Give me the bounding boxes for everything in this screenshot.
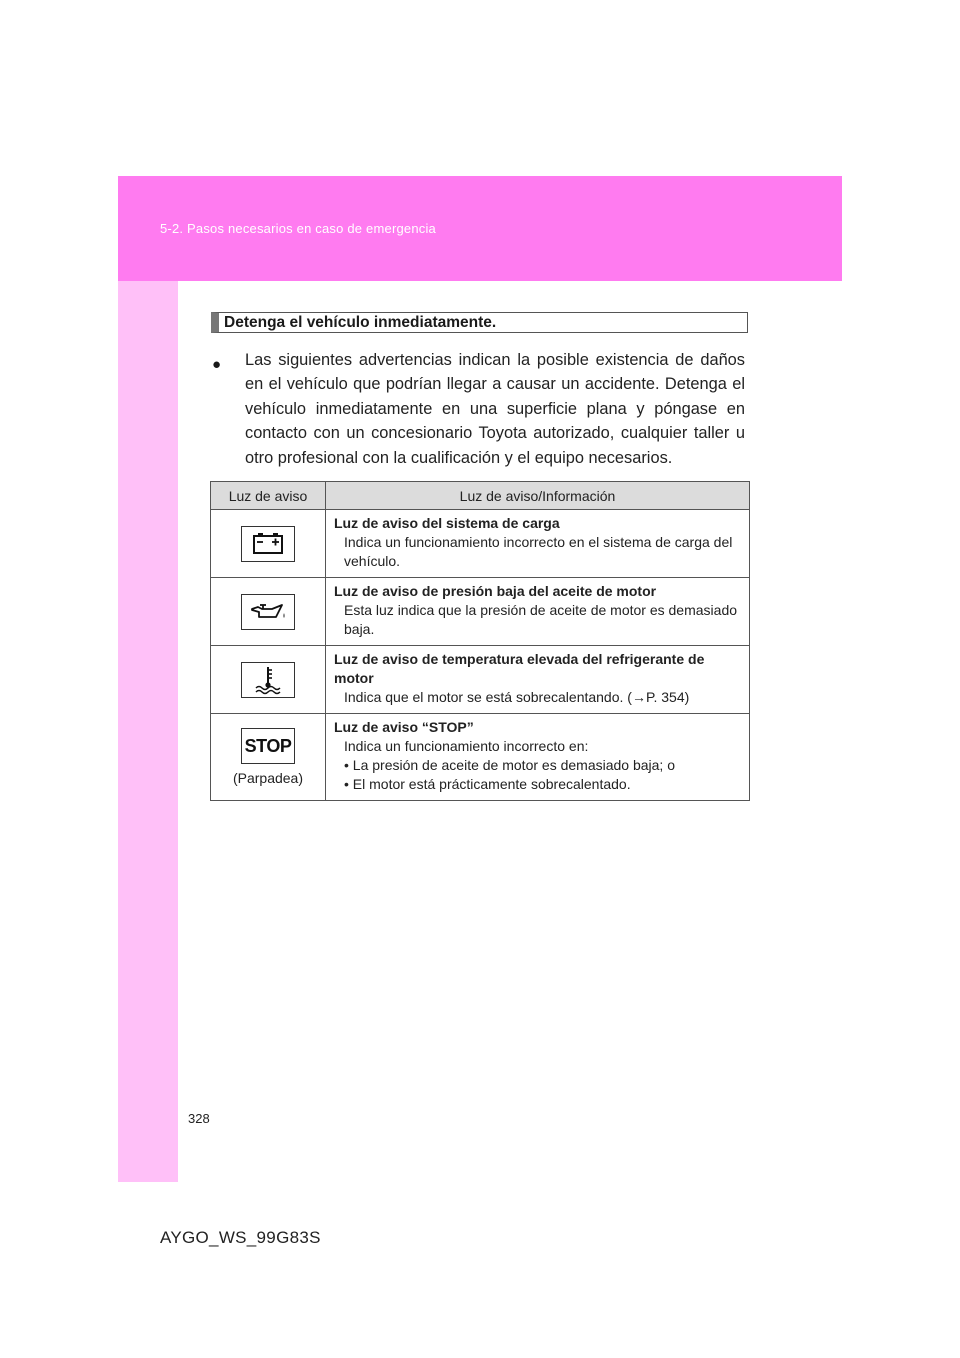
side-strip xyxy=(118,281,178,1182)
row-title: Luz de aviso “STOP” xyxy=(334,719,474,735)
oil-pressure-icon xyxy=(241,594,295,630)
stop-icon-text: STOP xyxy=(244,736,292,756)
table-row xyxy=(211,578,750,646)
row-title: Luz de aviso de temperatura elevada del refrigerante de motor xyxy=(334,651,705,686)
column-header-light: Luz de aviso xyxy=(211,482,326,510)
row-list-item: • El motor está prácticamente sobrecalentado. xyxy=(344,776,631,792)
document-code: AYGO_WS_99G83S xyxy=(160,1228,321,1247)
icon-cell xyxy=(211,510,326,578)
table-header-row xyxy=(211,482,750,510)
column-header-info: Luz de aviso/Información xyxy=(326,482,750,510)
table-row xyxy=(211,714,750,801)
info-cell xyxy=(326,510,750,578)
icon-cell xyxy=(211,578,326,646)
bullet-icon: ● xyxy=(212,356,222,373)
coolant-temperature-icon xyxy=(241,662,295,698)
row-description: Indica un funcionamiento incorrecto en: xyxy=(344,738,589,754)
row-list-item: • La presión de aceite de motor es demasiado baja; o xyxy=(344,757,675,773)
section-title: Detenga el vehículo inmediatamente. xyxy=(224,314,497,331)
battery-icon xyxy=(241,526,295,562)
icon-cell xyxy=(211,714,326,801)
row-description: Indica un funcionamiento incorrecto en el sistema de carga del vehículo. xyxy=(344,534,733,569)
stop-icon xyxy=(241,728,295,764)
table-row xyxy=(211,510,750,578)
warning-light-table xyxy=(210,481,750,801)
info-cell xyxy=(326,646,750,714)
page-number: 328 xyxy=(188,1111,210,1126)
icon-cell xyxy=(211,646,326,714)
intro-paragraph: Las siguientes advertencias indican la posible existencia de daños en el vehículo que podrían llegar a causar un accidente. Detenga el vehículo inmediatamente en una superficie plana y póngase en contacto con un concesionario Toyota autorizado, cualquier taller u otro profesional con la cualificación y el equipo necesarios. xyxy=(245,351,745,467)
table-row xyxy=(211,646,750,714)
icon-caption: (Parpadea) xyxy=(232,770,304,786)
info-cell xyxy=(326,578,750,646)
row-title: Luz de aviso de presión baja del aceite de motor xyxy=(334,583,657,599)
info-cell xyxy=(326,714,750,801)
row-title: Luz de aviso del sistema de carga xyxy=(334,515,560,531)
row-description: Indica que el motor se está sobrecalentando. (→P. 354) xyxy=(344,689,690,705)
row-description: Esta luz indica que la presión de aceite de motor es demasiado baja. xyxy=(344,602,738,637)
section-header: 5-2. Pasos necesarios en caso de emergencia xyxy=(160,221,436,236)
